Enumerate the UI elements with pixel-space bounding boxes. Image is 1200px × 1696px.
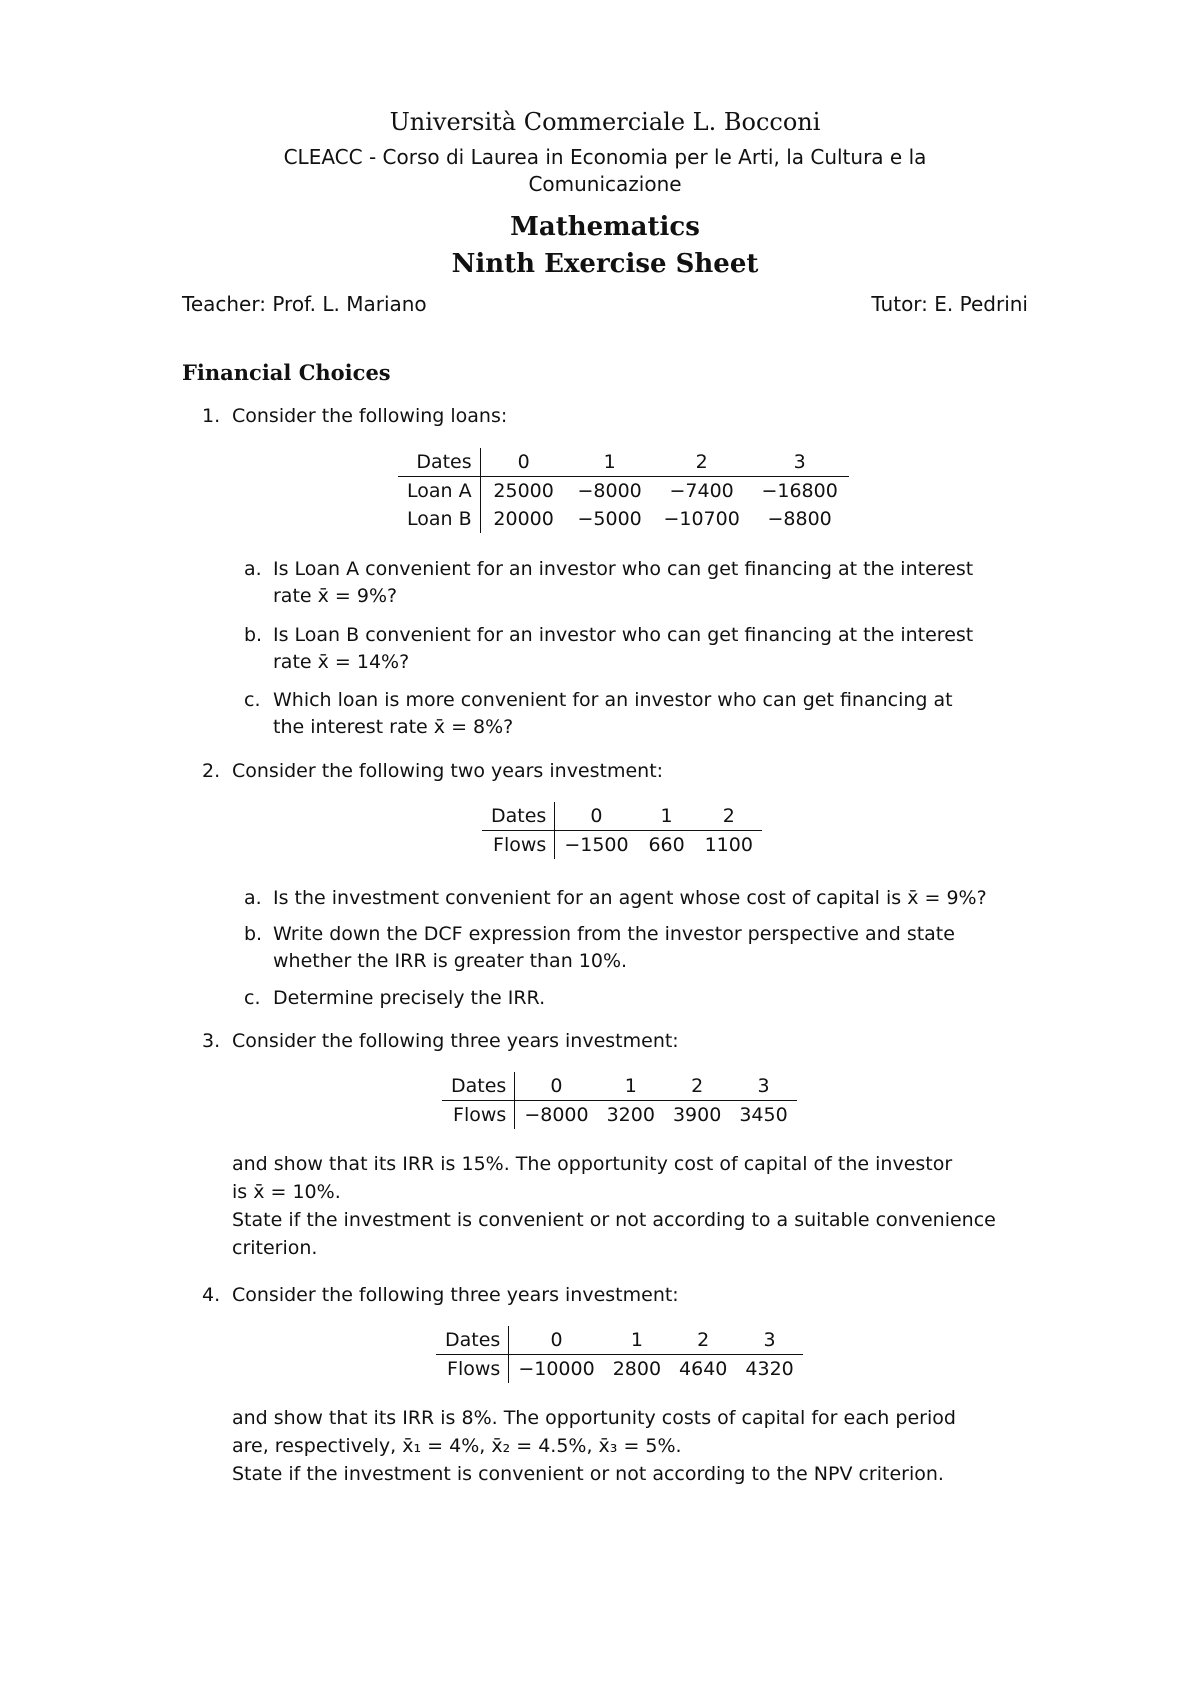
table-cell: 2 bbox=[670, 1326, 736, 1355]
table-cell: −8800 bbox=[767, 508, 832, 530]
table-cell: 2800 bbox=[612, 1358, 662, 1380]
table-cell: 3 bbox=[730, 1072, 796, 1101]
table-cell: 20000 bbox=[493, 508, 554, 530]
tutor-name: Tutor: E. Pedrini bbox=[871, 292, 1028, 316]
text-line: is x̄ = 10%. bbox=[232, 1181, 341, 1203]
table-cell: −1500 bbox=[564, 834, 629, 856]
table-cell: 1 bbox=[567, 448, 653, 477]
table-cell: Dates bbox=[436, 1326, 509, 1355]
table-cell: 0 bbox=[509, 1326, 604, 1355]
exercise-intro: Consider the following three years investment: bbox=[232, 1284, 679, 1306]
document-title: Mathematics bbox=[510, 212, 700, 242]
table-cell: 1100 bbox=[704, 834, 753, 856]
table-cell: 1 bbox=[598, 1072, 664, 1101]
table-cell: 3200 bbox=[606, 1104, 655, 1126]
part-text-line: whether the IRR is greater than 10%. bbox=[273, 950, 628, 972]
exercise-intro: Consider the following loans: bbox=[232, 405, 508, 427]
table-cell: 0 bbox=[480, 448, 567, 477]
table-cell: 4640 bbox=[679, 1358, 728, 1380]
text-line: State if the investment is convenient or not according to the NPV criterion. bbox=[232, 1463, 944, 1485]
course-name bbox=[182, 144, 1028, 198]
table-cell: 1 bbox=[604, 1326, 670, 1355]
table-cell: 3 bbox=[751, 448, 849, 477]
text-line: State if the investment is convenient or not according to a suitable convenience bbox=[232, 1209, 996, 1231]
table-cell: 2 bbox=[653, 448, 751, 477]
table-cell: 660 bbox=[648, 834, 685, 856]
part-label: b. bbox=[244, 624, 263, 646]
table-cell: −10000 bbox=[518, 1358, 595, 1380]
exercise-number: 2. bbox=[202, 760, 221, 782]
table-cell: 0 bbox=[515, 1072, 598, 1101]
section-title: Financial Choices bbox=[182, 360, 391, 385]
part-text-line: rate x̄ = 14%? bbox=[273, 651, 410, 673]
table-cell: 2 bbox=[664, 1072, 730, 1101]
exercise-text bbox=[232, 1150, 1028, 1262]
table-header-row bbox=[482, 802, 762, 831]
part-label: c. bbox=[244, 987, 261, 1009]
table-cell: 1 bbox=[638, 802, 696, 831]
document-subtitle: Ninth Exercise Sheet bbox=[451, 249, 759, 279]
table-cell: 3 bbox=[736, 1326, 802, 1355]
table-cell: −7400 bbox=[669, 480, 734, 502]
table-cell: Flows bbox=[482, 831, 555, 860]
table-header-row bbox=[436, 1326, 803, 1355]
part-text-line: Determine precisely the IRR. bbox=[273, 987, 546, 1009]
part-text-line: rate x̄ = 9%? bbox=[273, 585, 398, 607]
table-row bbox=[436, 1355, 803, 1384]
part-label: b. bbox=[244, 923, 263, 945]
part-text-line: the interest rate x̄ = 8%? bbox=[273, 716, 514, 738]
staff-line bbox=[182, 292, 1028, 316]
teacher-name: Teacher: Prof. L. Mariano bbox=[182, 292, 427, 316]
exercise-intro: Consider the following three years investment: bbox=[232, 1030, 679, 1052]
table-cell: −10700 bbox=[663, 508, 740, 530]
table-cell: Dates bbox=[442, 1072, 515, 1101]
table-cell: 3450 bbox=[739, 1104, 788, 1126]
table-cell: Loan B bbox=[398, 505, 480, 533]
table-cell: 3900 bbox=[672, 1104, 722, 1126]
table-cell: Flows bbox=[442, 1101, 515, 1130]
table-cell: Dates bbox=[398, 448, 480, 477]
exercise-intro: Consider the following two years investment: bbox=[232, 760, 664, 782]
table-cell: 2 bbox=[696, 802, 762, 831]
table-row bbox=[398, 505, 849, 533]
table-cell: Flows bbox=[436, 1355, 509, 1384]
part-text-line: Is Loan A convenient for an investor who can get financing at the interest bbox=[273, 558, 974, 580]
table-cell: 0 bbox=[555, 802, 638, 831]
part-label: a. bbox=[244, 558, 262, 580]
part-text-line: Write down the DCF expression from the investor perspective and state bbox=[273, 923, 955, 945]
exercise-number: 3. bbox=[202, 1030, 221, 1052]
table-row bbox=[442, 1101, 797, 1130]
table-cell: 25000 bbox=[493, 480, 554, 502]
table-cell: −16800 bbox=[761, 480, 838, 502]
table-cell: Loan A bbox=[398, 477, 480, 506]
table-header-row bbox=[398, 448, 849, 477]
text-line: are, respectively, x̄₁ = 4%, x̄₂ = 4.5%, x̄₃ = 5%. bbox=[232, 1435, 682, 1457]
course-line-1: CLEACC - Corso di Laurea in Economia per le Arti, la Cultura e la bbox=[283, 145, 927, 169]
text-line: criterion. bbox=[232, 1237, 318, 1259]
table-cell: 4320 bbox=[745, 1358, 794, 1380]
table-row bbox=[482, 831, 762, 860]
loans-table bbox=[398, 448, 849, 533]
text-line: and show that its IRR is 8%. The opportunity costs of capital for each period bbox=[232, 1407, 956, 1429]
exercise-number: 1. bbox=[202, 405, 221, 427]
exercise-text bbox=[232, 1404, 1028, 1488]
part-text-line: Which loan is more convenient for an investor who can get financing at bbox=[273, 689, 953, 711]
part-text-line: Is Loan B convenient for an investor who can get financing at the interest bbox=[273, 624, 974, 646]
text-line: and show that its IRR is 15%. The opportunity cost of capital of the investor bbox=[232, 1153, 953, 1175]
table-cell: −5000 bbox=[577, 508, 642, 530]
flows-table bbox=[442, 1072, 797, 1129]
table-cell: Dates bbox=[482, 802, 555, 831]
university-name: Università Commerciale L. Bocconi bbox=[389, 108, 821, 136]
table-header-row bbox=[442, 1072, 797, 1101]
exercise-number: 4. bbox=[202, 1284, 221, 1306]
flows-table bbox=[482, 802, 762, 859]
part-text-line: Is the investment convenient for an agent whose cost of capital is x̄ = 9%? bbox=[273, 887, 987, 909]
course-line-2: Comunicazione bbox=[528, 172, 682, 196]
table-row bbox=[398, 477, 849, 506]
table-cell: −8000 bbox=[577, 480, 642, 502]
table-cell: −8000 bbox=[524, 1104, 589, 1126]
part-label: a. bbox=[244, 887, 262, 909]
part-label: c. bbox=[244, 689, 261, 711]
flows-table bbox=[436, 1326, 803, 1383]
